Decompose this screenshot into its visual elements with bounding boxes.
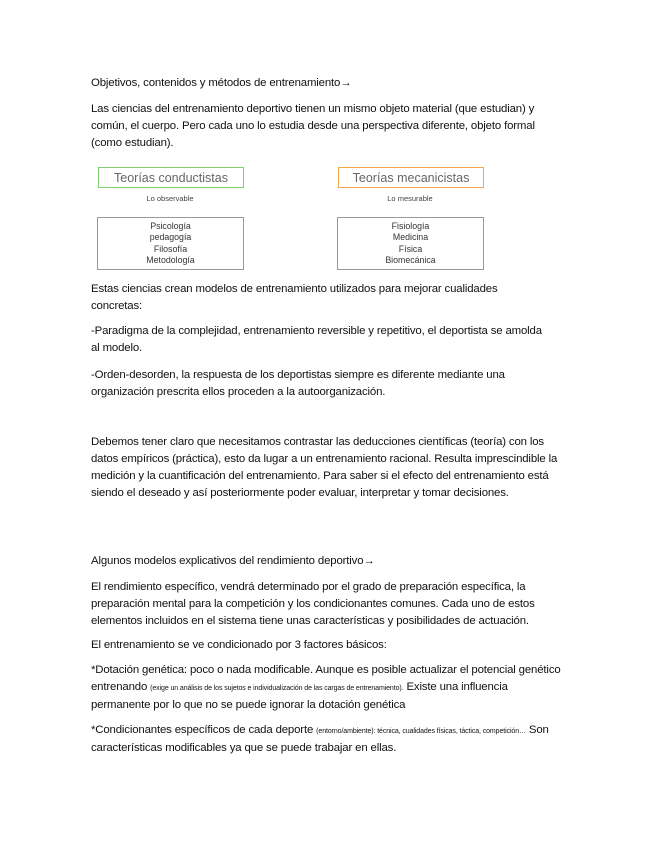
sport-conditions-paragraph <box>91 722 566 757</box>
sport-note: (entorno/ambiente): técnica, cualidades físicas, táctica, competición… <box>316 728 526 735</box>
sport-text-b: Son características modificables ya que se puede trabajar en ellas. <box>91 724 549 754</box>
list-item: Filosofía <box>153 243 188 254</box>
genetic-note: (exige un análisis de los sujetos e individualización de las cargas de entrenamiento). <box>150 685 404 692</box>
performance-paragraph: El rendimiento específico, vendrá determinado por el grado de preparación específica, la preparación mental para la competición y los condicionantes comunes. Cada uno de estos elementos incluidos en el sistema tiene unas características y posibilidades de actuación. <box>91 581 535 627</box>
list-item: Biomecánica <box>385 254 436 265</box>
list-item: Medicina <box>392 232 429 243</box>
conductistas-subtitle: Lo observable <box>146 194 194 203</box>
conductistas-list <box>97 217 244 270</box>
conductistas-title: Teorías conductistas <box>114 170 228 185</box>
intro-paragraph: Las ciencias del entrenamiento deportivo tienen un mismo objeto material (que estudian) y común, el cuerpo. Pero cada uno lo estudia desde una perspectiva diferente, objeto formal (como estudian). <box>91 103 535 149</box>
mecanicistas-title: Teorías mecanicistas <box>352 170 470 185</box>
list-item: Metodología <box>146 254 195 265</box>
genetic-text-b: Existe una influencia permanente por lo que no se puede ignorar la dotación genética <box>91 681 508 711</box>
mecanicistas-title-box <box>338 167 484 188</box>
section-heading-objetivos: Objetivos, contenidos y métodos de entrenamiento→ <box>91 77 352 89</box>
list-item: pedagogía <box>149 232 192 243</box>
conductistas-title-box <box>98 167 244 188</box>
models-paragraph: Estas ciencias crean modelos de entrenamiento utilizados para mejorar cualidades concretas: <box>91 283 498 312</box>
factors-intro-paragraph: El entrenamiento se ve condicionado por 3 factores básicos: <box>91 639 387 651</box>
theories-diagram <box>97 167 487 271</box>
paradigm-complexity-paragraph: -Paradigma de la complejidad, entrenamiento reversible y repetitivo, el deportista se amolda al modelo. <box>91 325 542 354</box>
mecanicistas-list <box>337 217 484 270</box>
genetic-text-a: *Dotación genética: poco o nada modificable. Aunque es posible actualizar el potencial genético entrenando <box>91 664 561 693</box>
list-item: Física <box>398 243 423 254</box>
sport-text-a: *Condicionantes específicos de cada deporte <box>91 724 314 736</box>
genetic-paragraph <box>91 662 566 714</box>
mecanicistas-subtitle: Lo mesurable <box>387 194 433 203</box>
list-item: Psicología <box>150 221 191 232</box>
section-heading-modelos: Algunos modelos explicativos del rendimiento deportivo→ <box>91 555 375 567</box>
order-disorder-paragraph: -Orden-desorden, la respuesta de los deportistas siempre es diferente mediante una organización prescrita ellos proceden a la autoorganización. <box>91 369 505 398</box>
list-item: Fisiología <box>391 221 430 232</box>
contrast-paragraph: Debemos tener claro que necesitamos contrastar las deducciones científicas (teoría) con los datos empíricos (práctica), esto da lugar a un entrenamiento racional. Resulta imprescindible la medición y la cuantificación del entrenamiento. Para saber si el efecto del entrenamiento está siendo el deseado y así posteriormente poder evaluar, interpretar y tomar decisiones. <box>91 436 558 499</box>
